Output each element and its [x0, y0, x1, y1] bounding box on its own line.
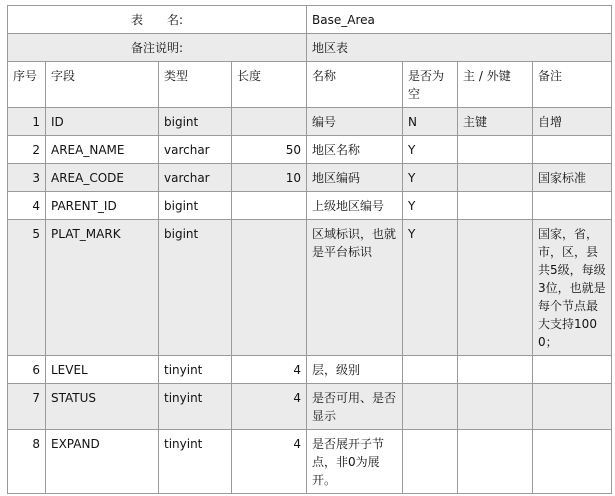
cell-note: 国家标准 [533, 164, 612, 192]
cell-length: 10 [232, 164, 307, 192]
cell-seq: 6 [8, 356, 46, 384]
cell-name: 是否展开子节点，非0为展开。 [307, 430, 403, 494]
cell-type: bigint [159, 192, 232, 220]
cell-field: EXPAND [46, 430, 159, 494]
cell-field: AREA_NAME [46, 136, 159, 164]
cell-length: 4 [232, 356, 307, 384]
cell-name: 是否可用、是否显示 [307, 384, 403, 430]
cell-seq: 7 [8, 384, 46, 430]
cell-key [458, 384, 533, 430]
cell-seq: 4 [8, 192, 46, 220]
cell-nullable: Y [403, 192, 458, 220]
cell-nullable: Y [403, 220, 458, 356]
header-type: 类型 [159, 62, 232, 108]
cell-name: 区域标识，也就是平台标识 [307, 220, 403, 356]
cell-length [232, 108, 307, 136]
table-spec [7, 5, 612, 494]
table-name-value: Base_Area [307, 6, 612, 34]
cell-type: varchar [159, 136, 232, 164]
cell-field: STATUS [46, 384, 159, 430]
cell-name: 上级地区编号 [307, 192, 403, 220]
cell-type: bigint [159, 220, 232, 356]
table-row [8, 356, 612, 384]
cell-nullable [403, 356, 458, 384]
cell-note [533, 192, 612, 220]
header-length: 长度 [232, 62, 307, 108]
cell-nullable: N [403, 108, 458, 136]
remark-value: 地区表 [307, 34, 612, 62]
header-key: 主 / 外键 [458, 62, 533, 108]
table-row [8, 430, 612, 494]
header-nullable: 是否为空 [403, 62, 458, 108]
cell-type: tinyint [159, 384, 232, 430]
cell-type: tinyint [159, 356, 232, 384]
table-row [8, 164, 612, 192]
cell-seq: 1 [8, 108, 46, 136]
cell-note [533, 384, 612, 430]
table-row [8, 136, 612, 164]
cell-type: tinyint [159, 430, 232, 494]
cell-key [458, 220, 533, 356]
cell-note: 国家，省，市，区，县共5级，每级3位，也就是每个节点最大支持1000； [533, 220, 612, 356]
cell-name: 地区名称 [307, 136, 403, 164]
table-name-row [8, 6, 612, 34]
cell-seq: 8 [8, 430, 46, 494]
header-name: 名称 [307, 62, 403, 108]
remark-row [8, 34, 612, 62]
cell-key: 主键 [458, 108, 533, 136]
header-row [8, 62, 612, 108]
cell-length [232, 220, 307, 356]
cell-nullable: Y [403, 164, 458, 192]
cell-key [458, 356, 533, 384]
cell-field: PARENT_ID [46, 192, 159, 220]
cell-type: bigint [159, 108, 232, 136]
cell-name: 地区编码 [307, 164, 403, 192]
cell-note: 自增 [533, 108, 612, 136]
cell-length: 50 [232, 136, 307, 164]
cell-name: 编号 [307, 108, 403, 136]
cell-note [533, 430, 612, 494]
cell-key [458, 430, 533, 494]
cell-length [232, 192, 307, 220]
table-row [8, 108, 612, 136]
cell-note [533, 356, 612, 384]
cell-nullable [403, 384, 458, 430]
cell-name: 层，级别 [307, 356, 403, 384]
cell-nullable: Y [403, 136, 458, 164]
header-seq: 序号 [8, 62, 46, 108]
cell-field: AREA_CODE [46, 164, 159, 192]
remark-label: 备注说明: [8, 34, 307, 62]
header-field: 字段 [46, 62, 159, 108]
table-row [8, 220, 612, 356]
table-name-label: 表 名: [8, 6, 307, 34]
table-row [8, 192, 612, 220]
cell-field: ID [46, 108, 159, 136]
cell-key [458, 192, 533, 220]
header-note: 备注 [533, 62, 612, 108]
table-row [8, 384, 612, 430]
cell-seq: 5 [8, 220, 46, 356]
cell-field: PLAT_MARK [46, 220, 159, 356]
cell-type: varchar [159, 164, 232, 192]
cell-key [458, 164, 533, 192]
cell-length: 4 [232, 384, 307, 430]
cell-nullable [403, 430, 458, 494]
cell-seq: 3 [8, 164, 46, 192]
cell-key [458, 136, 533, 164]
cell-length: 4 [232, 430, 307, 494]
cell-field: LEVEL [46, 356, 159, 384]
cell-seq: 2 [8, 136, 46, 164]
cell-note [533, 136, 612, 164]
